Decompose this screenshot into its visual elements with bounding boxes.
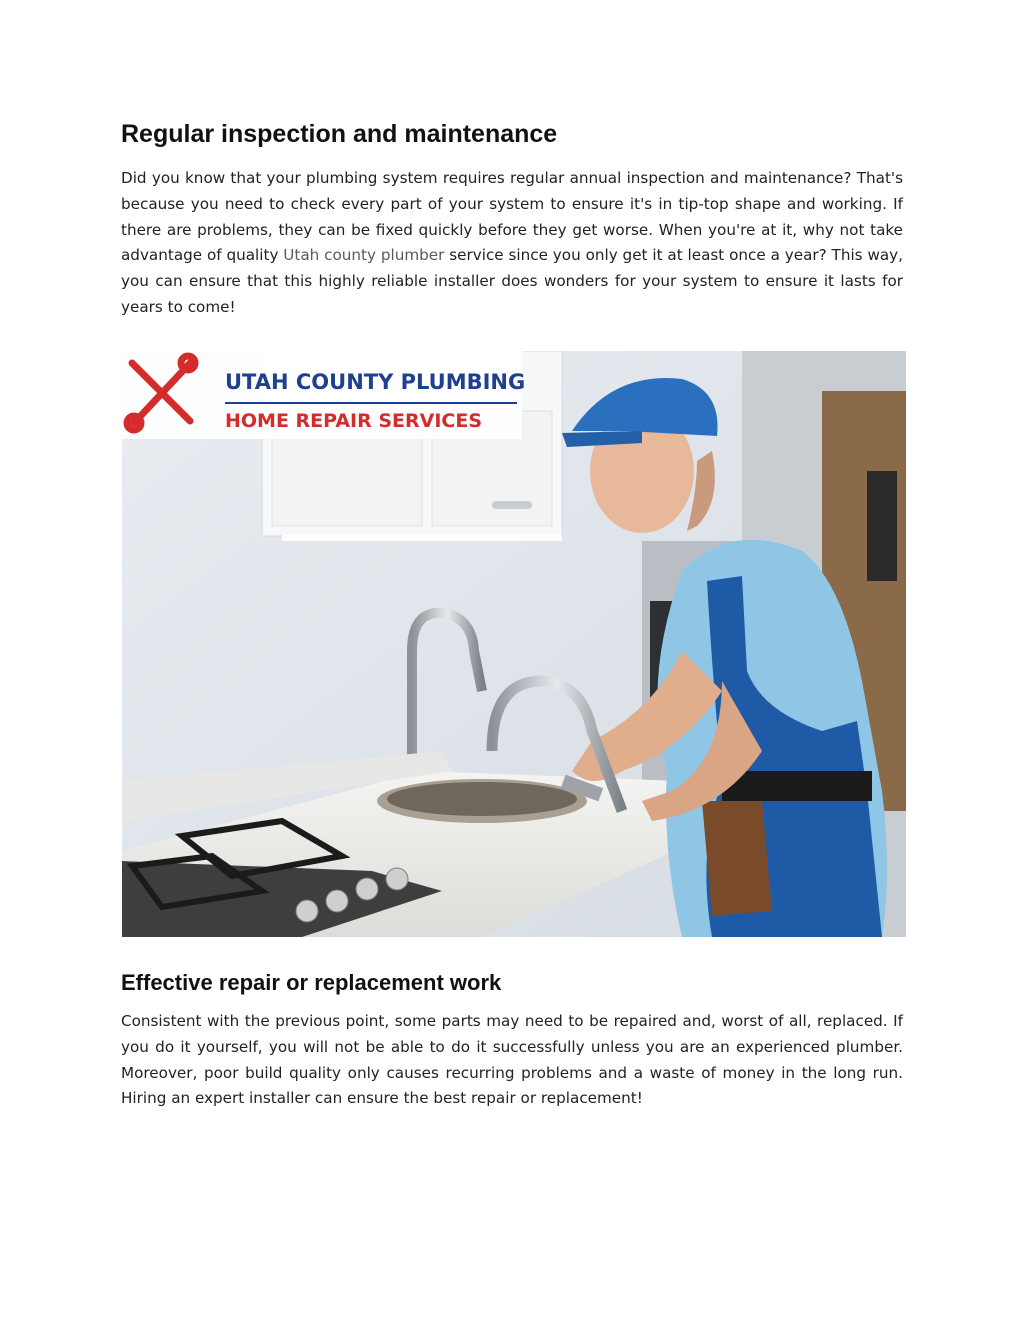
- paragraph-inspection: [121, 166, 903, 321]
- utah-county-plumber-link[interactable]: Utah county plumber: [283, 246, 445, 265]
- paragraph-text-start: Did you know that your plumbing system requires regular annual inspection and maintenance? That's because you need to check every part of your system to ensure it's in tip-top shape and working. If there are problems, they can be fixed quickly before they get worse. When you're at it, why not take advantage of quality: [121, 169, 903, 265]
- logo-line-2: HOME REPAIR SERVICES: [225, 410, 483, 432]
- section-heading-repair: Effective repair or replacement work: [121, 970, 502, 995]
- plumber-kitchen-photo: [122, 351, 906, 937]
- logo-line-1: UTAH COUNTY PLUMBING: [225, 370, 526, 394]
- paragraph-text-end: service since you only get it at least once a year? This way, you can ensure that this highly reliable installer does wonders for your system to ensure it lasts for years to come!: [121, 246, 903, 316]
- section-heading-inspection: Regular inspection and maintenance: [121, 120, 558, 148]
- paragraph-repair: Consistent with the previous point, some parts may need to be repaired and, worst of all, replaced. If you do it yourself, you will not be able to do it successfully unless you are an experienced plumber. Moreover, poor build quality only causes recurring problems and a waste of money in the long run. Hiring an expert installer can ensure the best repair or replacement!: [121, 1012, 903, 1108]
